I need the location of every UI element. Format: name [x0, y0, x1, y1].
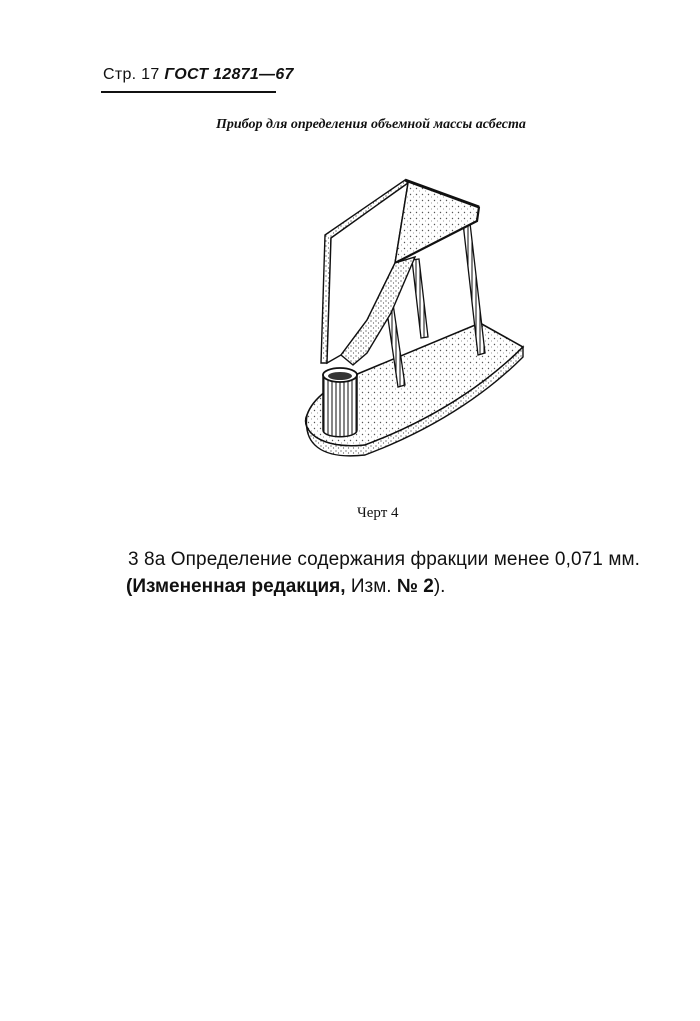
header-rule: [101, 91, 276, 93]
measuring-cylinder: [323, 368, 357, 437]
running-head: [103, 66, 294, 84]
revision-note: [126, 576, 445, 598]
note-bold-label: Измененная редакция,: [132, 576, 351, 597]
note-amendment-number: № 2: [396, 576, 434, 597]
page-number: Стр. 17: [103, 66, 160, 83]
note-open-paren: (: [126, 576, 133, 597]
figure-title: Прибор для определения объемной массы асбеста: [216, 117, 526, 132]
apparatus-illustration: [295, 175, 530, 465]
section-text: 3 8а Определение содержания фракции менее 0,071 мм.: [128, 549, 641, 570]
note-amendment-label: Изм.: [350, 576, 397, 597]
standard-number: ГОСТ 12871—67: [164, 66, 294, 83]
figure-caption: Черт 4: [357, 505, 399, 521]
note-close: ).: [433, 576, 446, 597]
